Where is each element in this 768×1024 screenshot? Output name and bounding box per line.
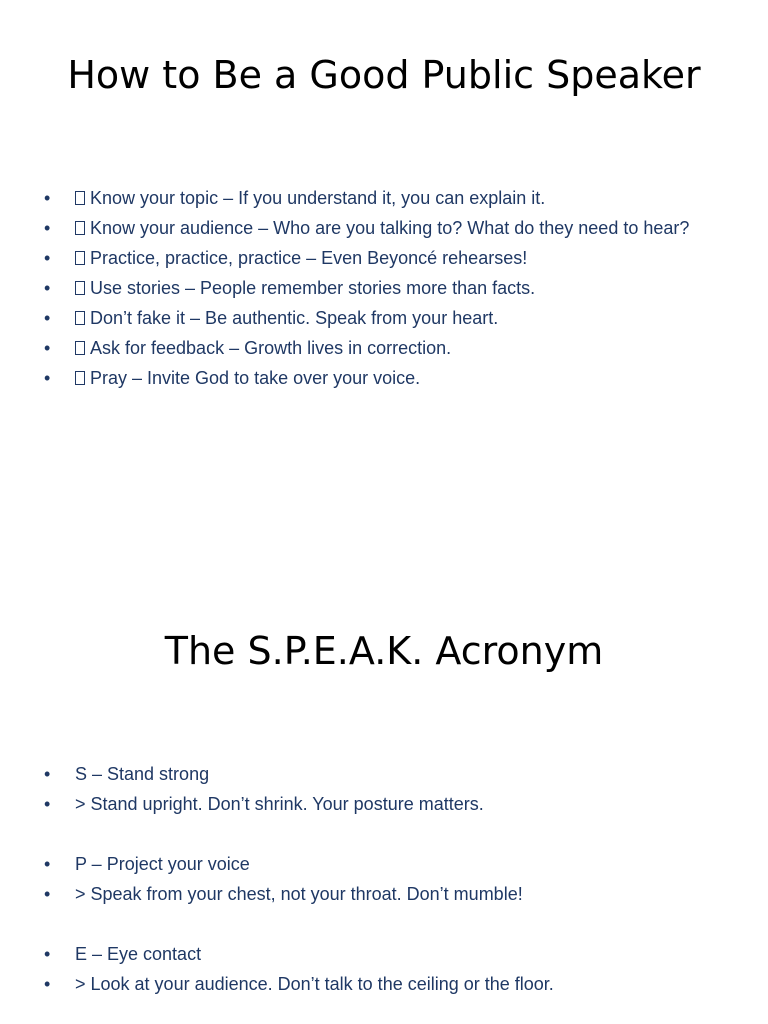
list-item-text: Practice, practice, practice – Even Beyoncé rehearses! [90, 248, 528, 268]
list-item [0, 366, 768, 391]
list-item [0, 276, 768, 301]
missing-glyph-icon [75, 251, 85, 265]
list-item [0, 852, 768, 877]
bullet-icon: • [44, 338, 51, 358]
list-item [0, 762, 768, 787]
page-title: How to Be a Good Public Speaker [67, 53, 701, 97]
bullet-icon: • [44, 794, 51, 814]
bullet-icon: • [44, 368, 51, 388]
bullet-icon: • [44, 218, 51, 238]
list-item-text: Know your topic – If you understand it, you can explain it. [90, 188, 546, 208]
bullet-icon: • [44, 854, 51, 874]
missing-glyph-icon [75, 191, 85, 205]
list-item [0, 306, 768, 331]
list-item [0, 336, 768, 361]
missing-glyph-icon [75, 221, 85, 235]
missing-glyph-icon [75, 371, 85, 385]
bullet-icon: • [44, 884, 51, 904]
list-item [0, 792, 768, 817]
bullet-icon: • [44, 188, 51, 208]
list-item-text: Know your audience – Who are you talking to? What do they need to hear? [90, 218, 690, 238]
missing-glyph-icon [75, 341, 85, 355]
list-item [0, 972, 768, 997]
list-item-text: Use stories – People remember stories more than facts. [90, 278, 536, 298]
bullet-icon: • [44, 974, 51, 994]
list-item-text: S – Stand strong [75, 764, 210, 784]
list-item-text: > Look at your audience. Don’t talk to the ceiling or the floor. [75, 974, 554, 994]
acronym-list [0, 762, 768, 997]
list-item-text: P – Project your voice [75, 854, 250, 874]
list-item-text: Don’t fake it – Be authentic. Speak from your heart. [90, 308, 499, 328]
list-item-text: > Speak from your chest, not your throat. Don’t mumble! [75, 884, 523, 904]
bullet-icon: • [44, 764, 51, 784]
list-item-text: Ask for feedback – Growth lives in correction. [90, 338, 452, 358]
bullet-icon: • [44, 944, 51, 964]
missing-glyph-icon [75, 281, 85, 295]
spacer [0, 817, 768, 852]
bullet-icon: • [44, 308, 51, 328]
bullet-icon: • [44, 248, 51, 268]
section-title: The S.P.E.A.K. Acronym [164, 629, 604, 673]
list-item [0, 882, 768, 907]
list-item-text: Pray – Invite God to take over your voice. [90, 368, 421, 388]
spacer [0, 907, 768, 942]
list-item [0, 942, 768, 967]
missing-glyph-icon [75, 311, 85, 325]
list-item [0, 246, 768, 271]
list-item [0, 216, 768, 241]
list-item-text: E – Eye contact [75, 944, 202, 964]
list-item [0, 186, 768, 211]
tips-list [0, 186, 768, 391]
bullet-icon: • [44, 278, 51, 298]
list-item-text: > Stand upright. Don’t shrink. Your posture matters. [75, 794, 484, 814]
